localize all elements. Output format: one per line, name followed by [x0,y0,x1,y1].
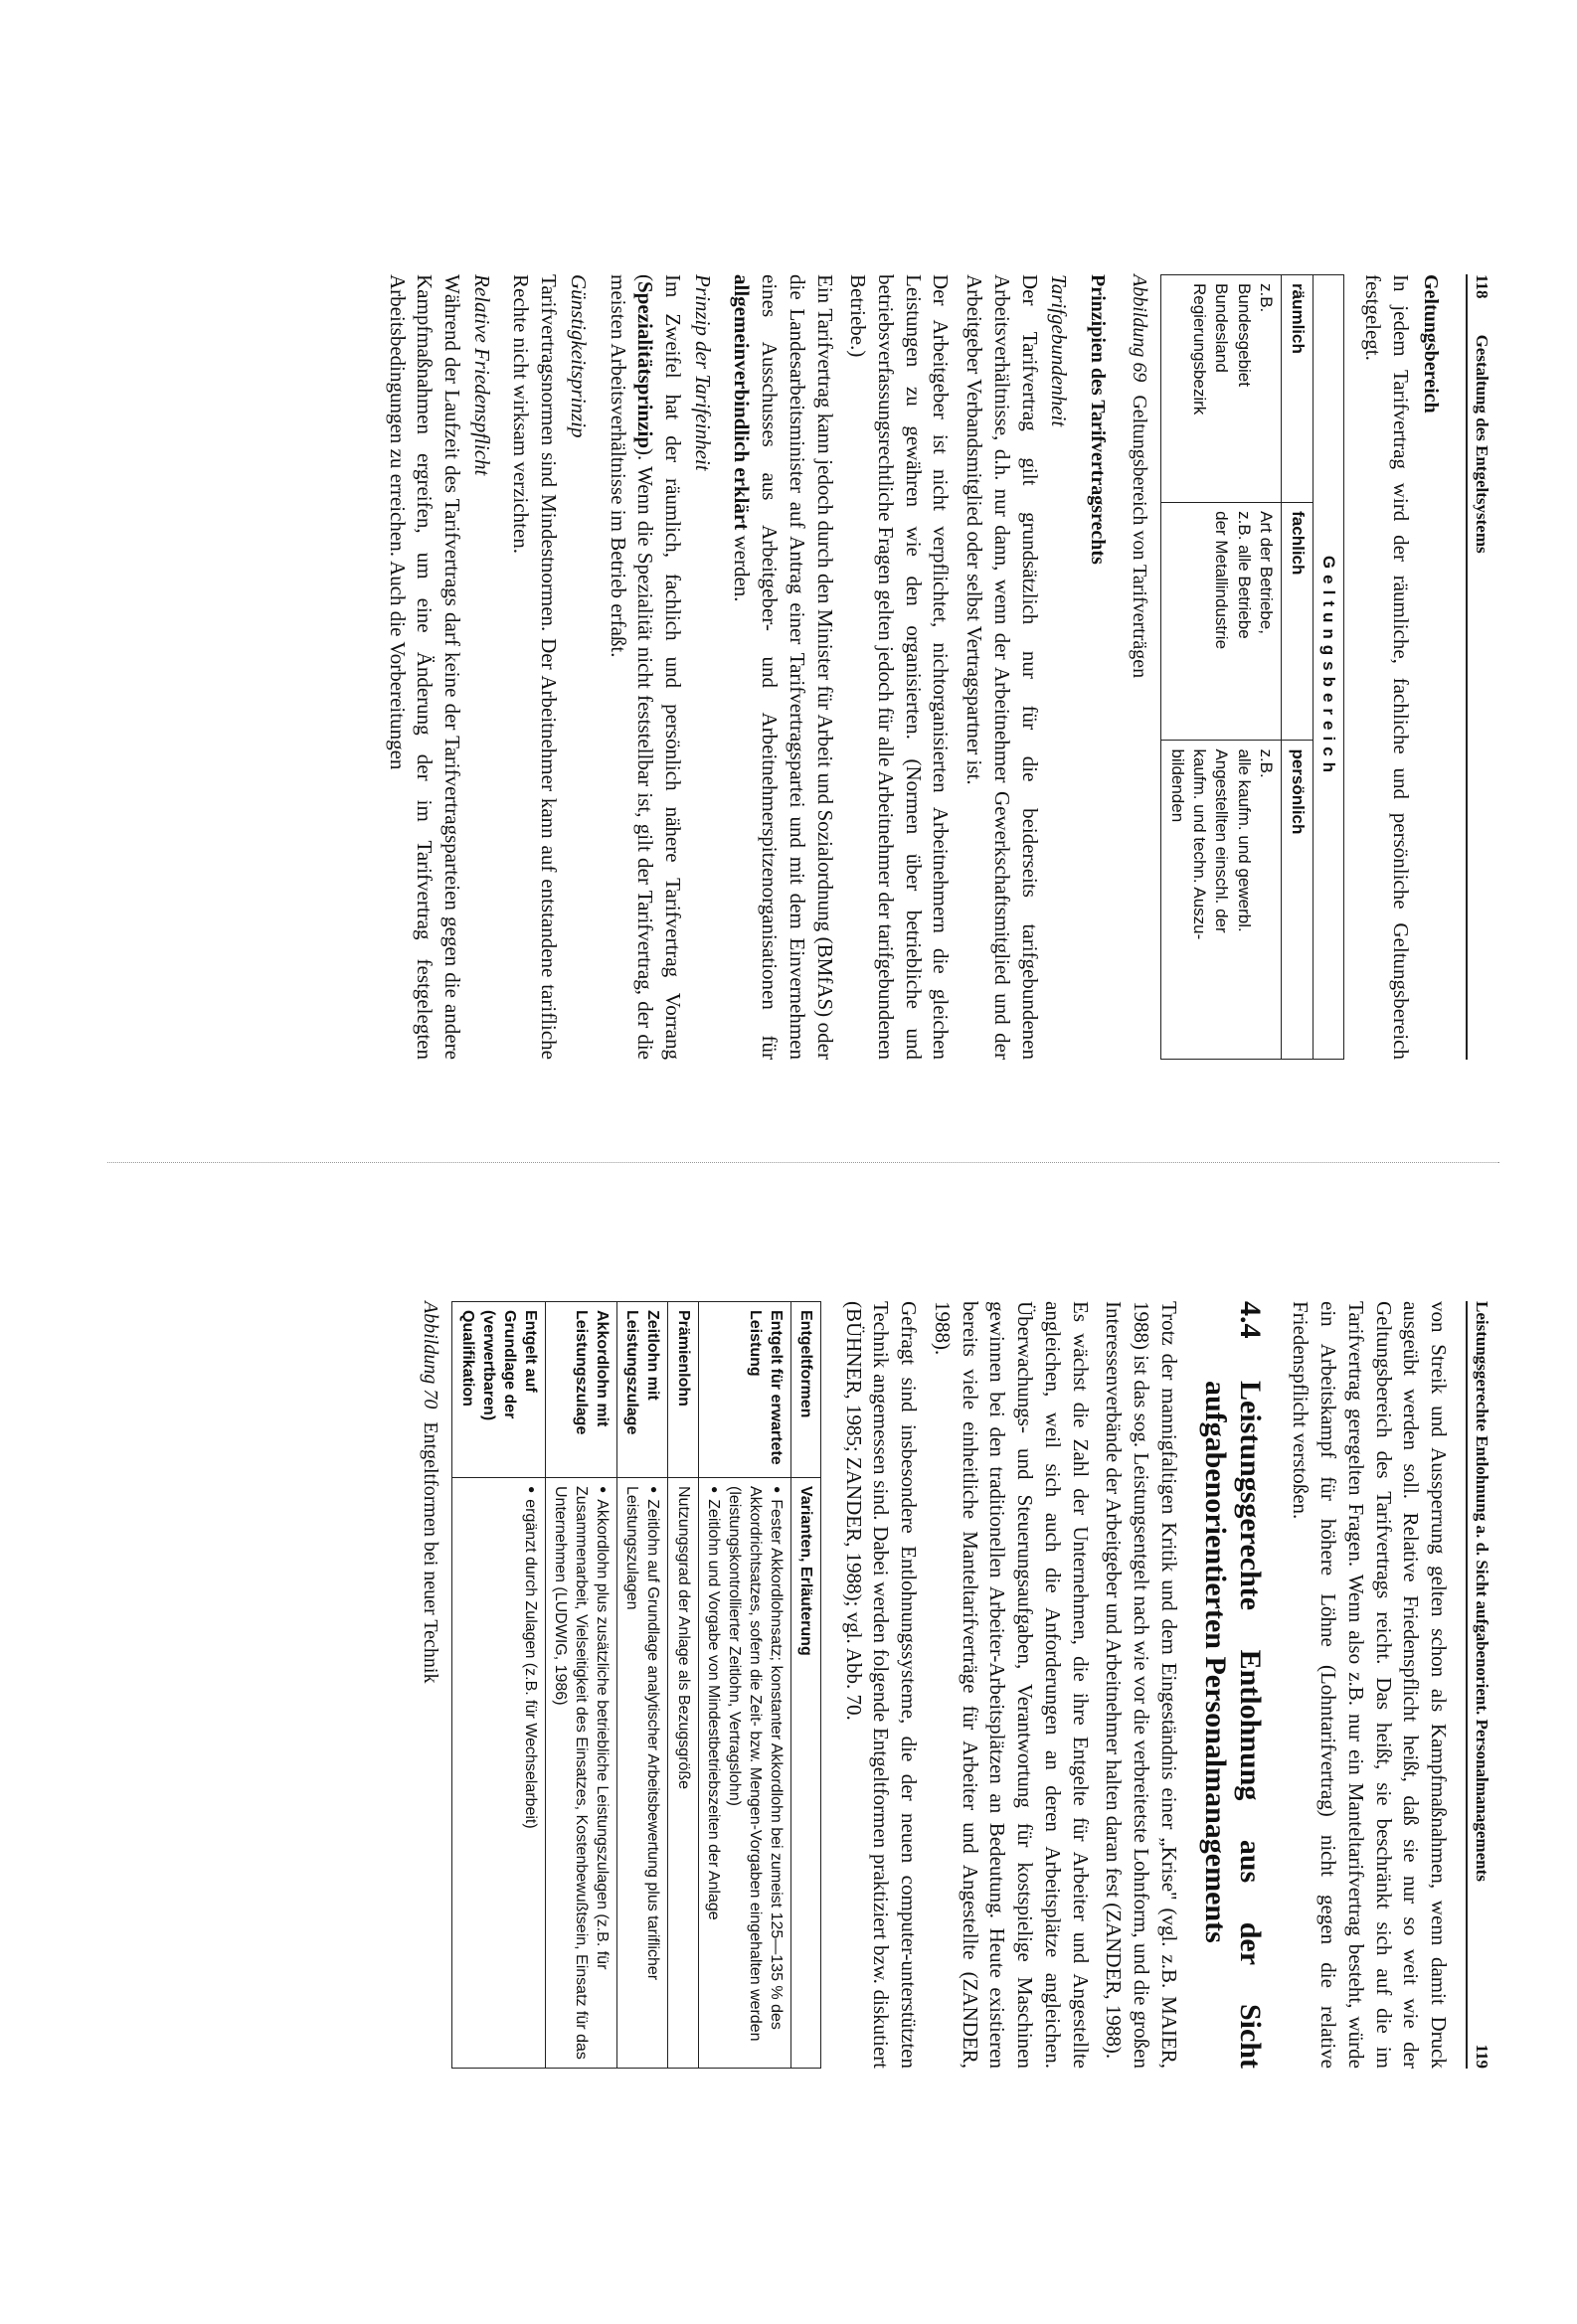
paragraph-leistungsentgelt-3: Gefragt sind insbesondere Entlohnungssysteme, die der neuen computer-unterstützten Technik angemessen sind. Dabei werden folgende Entgeltformen praktiziert bzw. diskutiert (BÜHNER, 1985; ZANDER, 1988); vgl. Abb. 70. [841,1301,922,2069]
heading-geltungsbereich: Geltungsbereich [1420,274,1442,414]
heading-prinzipien: Prinzipien des Tarifvertragsrechts [1086,274,1109,565]
running-head-right: Leistungsgerechte Entlohnung a. d. Sicht aufgabenorient. Personalmanagements [1473,1301,1491,1882]
table-header-varianten: Varianten, Erläuterung [790,1478,820,2069]
table-row [617,1302,668,2069]
text-bold-spezialitaetsprinzip: Spezialitätsprinzip [633,281,658,449]
variante-cell [698,1478,790,2069]
table-row [698,1302,790,2069]
left-column [377,274,1452,1060]
table-entgeltformen [451,1301,821,2069]
table-header-entgeltformen: Entgeltformen [790,1302,820,1478]
subheading-guenstigkeitsprinzip: Günstigkeitsprinzip [566,274,591,438]
text-segment: Im Zweifel hat der räumlich, fachlich und persönlich nähere Tarifvertrag Vorrang ( [633,274,685,1060]
figure-70-label: Abbildung 70 [420,1301,442,1410]
subheading-friedenspflicht: Relative Friedenspflicht [469,274,494,476]
variante-cell [668,1478,698,2069]
running-head-left: Gestaltung des Entgeltsystems [1473,334,1491,554]
variante-cell [545,1478,616,2069]
variante-cell [452,1478,545,2069]
table-row [452,1302,545,2069]
variante-bullet [621,1486,663,2060]
figure-69-caption [1127,274,1152,1060]
section-heading-4-4 [1198,1301,1267,2069]
table-entgeltformen-body [452,1302,791,2069]
variante-bullet-text: Zeitlohn und Vorgabe von Mindestbetriebszeiten der Anlage [704,1499,722,1920]
running-header-right [1466,1301,1499,2069]
paragraph-tarifeinheit [604,274,686,1060]
paragraph-tarifgebundenheit-3 [728,274,838,1060]
figure-70-title: Entgeltformen bei neuer Technik [420,1421,442,1684]
entgeltform-cell: Entgelt auf Grundlage der (verwertbaren) Qualifikation [452,1302,545,1478]
paragraph-geltungsbereich: In jedem Tarifvertrag wird der räumliche, fachliche und persönliche Geltungsbereich festgelegt. [1360,274,1413,1060]
entgeltform-cell: Akkordlohn mit Leistungszulage [545,1302,616,1478]
variante-bullet [520,1486,541,2060]
table-row [668,1302,698,2069]
right-column [402,1301,1452,2069]
variante-bullet [550,1486,613,2060]
page-number-right: 119 [1473,2044,1491,2069]
figure-70-caption [418,1301,443,2069]
figure-69-title: Geltungsbereich von Tarifverträgen [1129,395,1151,679]
paragraph-guenstigkeitsprinzip: Tarifvertragsnormen sind Mindestnormen. Der Arbeitnehmer kann auf entstandene tarifliche Rechte nicht wirksam verzichten. [509,274,562,1060]
text-bold-allgemeinverbindlich: allgemeinverbindlich erklärt [730,274,755,531]
variante-text: Nutzungsgrad der Anlage als Bezugsgröße [674,1486,692,1790]
table-header-persoenlich: persönlich [1282,741,1313,1060]
table-geltungsbereich [1160,274,1344,1060]
table-row [545,1302,616,2069]
paragraph-friedenspflicht: Während der Laufzeit des Tarifvertrags darf keine der Tarifvertragsparteien gegen die andere Kampfmaßnahmen ergreifen, um eine Änderung der im Tarifvertrag festgelegten Arbeitsbedingungen zu erreichen. Auch die Vorbereitungen [385,274,464,1060]
variante-bullet [724,1486,787,2060]
entgeltform-cell: Entgelt für erwartete Leistung [698,1302,790,1478]
variante-bullet [703,1486,724,2060]
table-header-fachlich: fachlich [1282,503,1313,741]
figure-69-label: Abbildung 69 [1129,274,1151,383]
variante-bullet-text: Fester Akkordlohnsatz; konstanter Akkordlohn bei zumeist 125—135 % des Akkordrichtsatzes, sofern die Zeit- bzw. Mengen-Vorgaben eingehalten werden (leistungskontrollierter Zeitlohn, Vertragslohn) [725,1486,785,2042]
table-header-raeumlich: räumlich [1282,275,1313,503]
paragraph-tarifgebundenheit-1: Der Tarifvertrag gilt grundsätzlich nur für die beiderseits tarifgebundenen Arbeitsverhältnisse, d.h. nur dann, wenn der Arbeitnehmer Gewerkschaftsmitglied und der Arbeitgeber Verbandsmitglied oder selbst Vertragspartner ist. [963,274,1042,1060]
section-number: 4.4 [1233,1301,1267,1339]
text-segment: Ein Tarifvertrag kann jedoch durch den Minister für Arbeit und Sozialordnung (BMfAS) oder die Landesarbeitsminister auf Antrag einer Tarifvertragspartei und mit dem Einvernehmen eines Ausschusses aus Arbeitgeber- und Arbeitnehmerspitzenorganisationen für [758,274,837,1060]
running-header-left [1466,274,1499,1060]
subheading-tarifeinheit: Prinzip der Tarifeinheit [690,274,715,471]
table-span-header: Geltungsbereich [1313,275,1343,1060]
variante-bullet-text: ergänzt durch Zulagen (z.B. für Wechselarbeit) [521,1499,539,1829]
page-number-left: 118 [1473,274,1491,299]
section-title: Leistungsgerechte Entlohnung aus der Sicht aufgabenorientierten Personalmanagements [1199,1381,1267,2069]
paragraph-tarifgebundenheit-2: Der Arbeitgeber ist nicht verpflichtet, nichtorganisierten Arbeitnehmern die gleichen Leistungen zu gewähren wie den organisierten. (Normen über betriebliche und betriebsverfassungsrechtliche Fragen gelten jedoch für alle Arbeitnehmer der tarifgebundenen Betriebe.) [846,274,954,1060]
text-segment: werden. [730,530,755,602]
paragraph-leistungsentgelt-2: Es wächst die Zahl der Unternehmen, die ihre Entgelte für Arbeiter und Angestellte angleichen, weil sich auch die Anforderungen an deren Arbeitsplätze angleichen. Überwachungs- und Steuerungsaufgaben, Verantwortung für kostspielige Maschinen gewinnen bei den traditionellen Arbeiter-Arbeitsplätzen an Bedeutung. Heute existieren bereits viele einheitliche Manteltarifverträge für Arbeiter und Angestellte (ZANDER, 1988). [930,1301,1093,2069]
right-page [0,1162,1577,2324]
paragraph-leistungsentgelt-1: Trotz der mannigfaltigen Kritik und dem Eingeständnis einer „Krise" (vgl. z.B. MAIER, 1988) ist das sog. Leistungsentgelt nach wie vor die verbreitetste Lohnform, und die großen Interessenverbände der Arbeitgeber und Arbeitnehmer halten daran fest (ZANDER, 1988). [1102,1301,1181,2069]
table-cell-raeumlich: z.B. Bundesgebiet Bundesland Regierungsbezirk [1161,275,1282,503]
variante-bullet-text: Akkordlohn plus zusätzliche betriebliche Leistungszulagen (z.B. für Zusammenarbeit, Vielseitigkeit des Einsatzes, Kostenbewußtsein, Einsatz für das Unternehmen (LUDWIG, 1986) [551,1486,612,2060]
table-cell-persoenlich: z.B. alle kaufm. und gewerbl. Angestellten einschl. der kaufm. und techn. Auszu- bildenden [1161,741,1282,1060]
text-segment: ). Wenn die Spezialität nicht feststellbar ist, gilt der Tarifvertrag, der die meisten Arbeitsverhältnisse im Betrieb erfaßt. [606,274,658,1060]
entgeltform-cell: Prämienlohn [668,1302,698,1478]
subheading-tarifgebundenheit: Tarifgebundenheit [1047,274,1072,427]
variante-bullet-text: Zeitlohn auf Grundlage analytischer Arbeitsbewertung plus tariflicher Leistungszulagen [623,1486,662,1981]
table-cell-fachlich: Art der Betriebe, z.B. alle Betriebe der Metallindustrie [1161,503,1282,741]
entgeltform-cell: Zeitlohn mit Leistungszulage [617,1302,668,1478]
paragraph-continuation: von Streik und Aussperrung gelten schon als Kampfmaßnahmen, wenn damit Druck ausgeübt werden soll. Relative Friedenspflicht heißt, daß sie nur so weit wie der Geltungsbereich des Tarifvertrags reicht. Das heißt, sie beschränkt sich auf die im Tarifvertrag geregelten Fragen. Wenn also z.B. nur ein Manteltarifvertrag besteht, würde ein Arbeitskampf für höhere Löhne (Lohntarifvertrag) nicht gegen die relative Friedenspflicht verstoßen. [1289,1301,1451,2069]
variante-cell [617,1478,668,2069]
